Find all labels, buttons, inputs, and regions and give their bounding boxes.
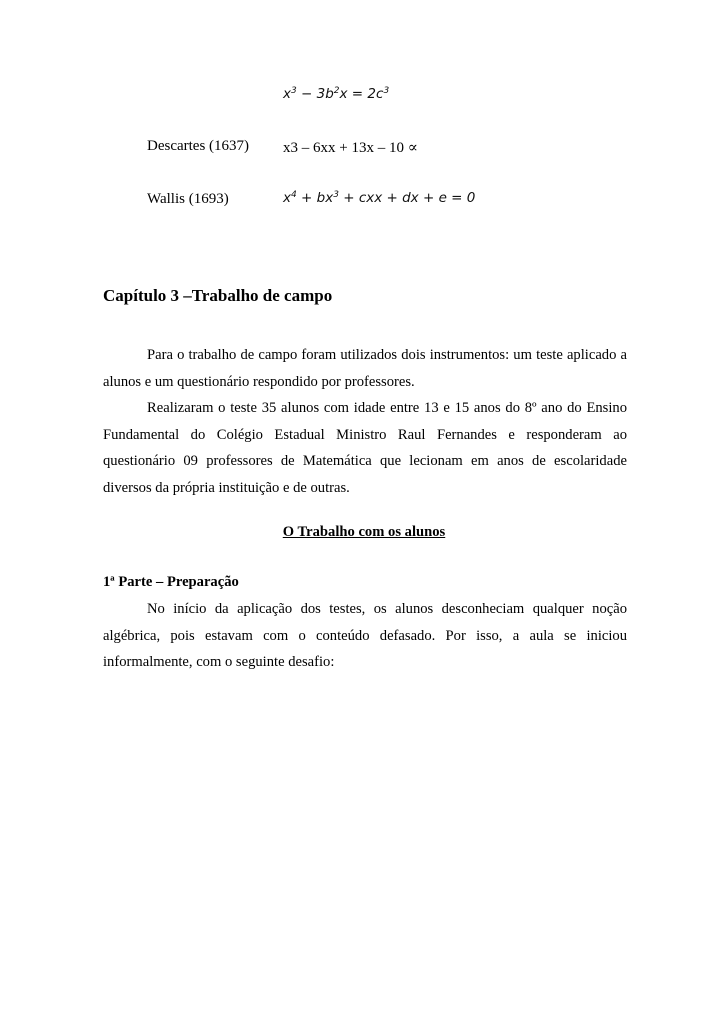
- chapter-body: [103, 342, 627, 501]
- eq-term: + cxx + dx + e = 0: [338, 190, 476, 206]
- wallis-equation: [283, 190, 475, 206]
- cardano-equation: [283, 86, 389, 102]
- eq-exponent: 4: [291, 190, 297, 200]
- eq-term: x = 2c: [339, 86, 384, 102]
- chapter-paragraph: Para o trabalho de campo foram utilizados dois instrumentos: um teste aplicado a alunos e um questionário respondido por professores.: [103, 347, 627, 390]
- eq-exponent: 3: [333, 190, 339, 200]
- eq-exponent: 3: [291, 86, 297, 96]
- eq-term: + bx: [296, 190, 334, 206]
- chapter-paragraph: Realizaram o teste 35 alunos com idade entre 13 e 15 anos do 8º ano do Ensino Fundamental do Colégio Estadual Ministro Raul Fernandes e responderam ao questionário 09 professores de Matemática que lecionam em anos de escolaridade diversos da própria instituição e de outras.: [103, 400, 627, 496]
- eq-exponent: 2: [333, 86, 340, 96]
- eq-var-x: x: [283, 190, 291, 206]
- eq-term: − 3b: [296, 86, 334, 102]
- descartes-author: Descartes (1637): [147, 138, 250, 154]
- section-body: [103, 596, 627, 676]
- descartes-expression: x3 – 6xx + 13x – 10 ∝: [283, 140, 418, 156]
- section-title-text: O Trabalho com os alunos: [282, 524, 446, 540]
- eq-exponent: 3: [383, 86, 390, 96]
- wallis-author: Wallis (1693): [147, 191, 229, 207]
- eq-var-x: x: [283, 86, 291, 102]
- section-paragraph: No início da aplicação dos testes, os alunos desconheciam qualquer noção algébrica, pois estavam com o conteúdo defasado. Por isso, a aula se iniciou informalmente, com o seguinte desafio:: [103, 601, 627, 670]
- part-title: 1ª Parte – Preparação: [103, 574, 239, 590]
- section-title: [0, 524, 728, 541]
- chapter-title: Capítulo 3 –Trabalho de campo: [103, 286, 333, 305]
